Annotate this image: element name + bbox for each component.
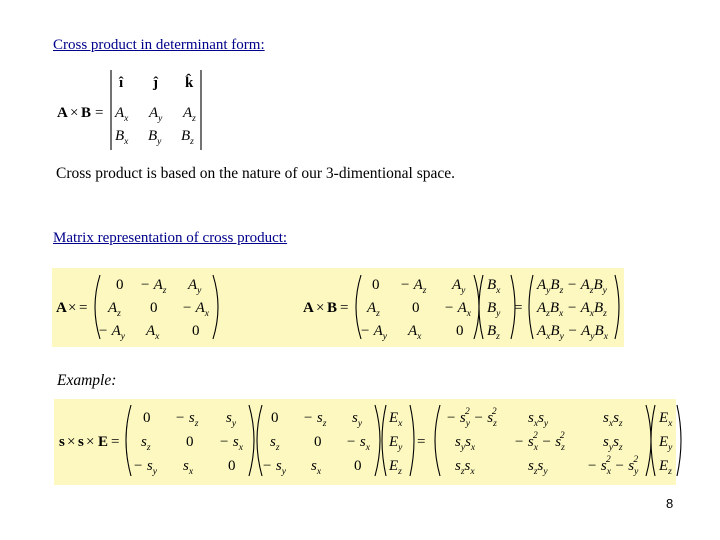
svg-text:Az: $A_z$ [367, 300, 380, 319]
svg-text:=: = [95, 105, 104, 121]
svg-text:− sx: − $s_x$ [219, 434, 243, 453]
svg-text:− sx: − $s_x$ [346, 434, 370, 453]
svg-text:×: × [86, 434, 95, 450]
svg-text:− sy: − $s_y$ [262, 458, 286, 477]
svg-text:Ex: $E_x$ [389, 410, 403, 429]
svg-text:Ax: $A_x$ [408, 323, 422, 342]
svg-text:B: B [327, 300, 338, 316]
matrix-heading: Matrix representation of cross product: [53, 230, 288, 246]
svg-text:Ay: $A_y$ [149, 105, 163, 124]
svg-text:sxsy: $s_xs_y$ [528, 410, 549, 429]
svg-text:sysz: $s_ys_z$ [603, 434, 623, 453]
example-label: Example: [57, 372, 117, 389]
svg-text:0: 0 [354, 458, 362, 474]
svg-text:Ez: $E_z$ [659, 458, 672, 477]
svg-text:0: 0 [150, 300, 158, 316]
svg-text:0: 0 [192, 323, 200, 339]
svg-text:Ex: $E_x$ [659, 410, 673, 429]
svg-text:− sz: − $s_z$ [175, 410, 199, 429]
svg-text:Ey: $E_y$ [659, 434, 673, 453]
svg-text:− Az: − $A_z$ [400, 277, 427, 296]
svg-text:B: B [81, 105, 92, 121]
svg-text:sxsz: $s_xs_z$ [603, 410, 623, 429]
svg-text:0: 0 [372, 277, 380, 293]
svg-text:sx: $s_x$ [311, 458, 322, 477]
svg-text:szsx: $s_zs_x$ [455, 458, 475, 477]
svg-text:sysx: $s_ys_x$ [455, 434, 476, 453]
svg-text:− sx2 − sy2: − $s_x2 - s_y2$ [587, 455, 639, 477]
svg-text:Bx: $B_x$ [115, 128, 129, 147]
svg-text:− sx2 − sz2: − $s_x2 - s_z2$ [514, 431, 565, 453]
svg-text:By: $B_y$ [148, 128, 162, 147]
svg-text:=: = [111, 434, 120, 450]
svg-text:− Ax: − $A_x$ [182, 300, 209, 319]
cross-product-description: Cross product is based on the nature of our 3-dimentional space. [56, 165, 456, 182]
svg-text:− sz: − $s_z$ [303, 410, 327, 429]
svg-text:=: = [417, 434, 426, 450]
svg-text:0: 0 [228, 458, 236, 474]
svg-text:Ax: $A_x$ [146, 323, 160, 342]
svg-text:Ay: $A_y$ [452, 277, 466, 296]
svg-text:×: × [68, 300, 77, 316]
svg-text:×: × [67, 434, 76, 450]
svg-text:AzBx − AxBz: $A_zB_x - A_xB_z$ [537, 300, 607, 319]
svg-text:×: × [70, 105, 79, 121]
svg-text:− Ay: − $A_y$ [98, 323, 125, 342]
svg-text:k̂: k̂ [185, 75, 194, 91]
svg-text:Az: $A_z$ [183, 105, 196, 124]
svg-text:î: î [119, 75, 124, 91]
svg-text:s: s [59, 434, 65, 450]
svg-text:A: A [57, 105, 68, 121]
svg-text:=: = [79, 300, 88, 316]
svg-text:− Ay: − $A_y$ [360, 323, 387, 342]
svg-text:A: A [303, 300, 314, 316]
svg-text:szsy: $s_zs_y$ [528, 458, 548, 477]
svg-text:− Ax: − $A_x$ [444, 300, 471, 319]
svg-text:Ax: $A_x$ [115, 105, 129, 124]
svg-text:− sy: − $s_y$ [133, 458, 157, 477]
svg-text:Bz: $B_z$ [181, 128, 194, 147]
svg-text:A: A [56, 300, 67, 316]
svg-text:ĵ: ĵ [153, 75, 158, 91]
svg-text:Bz: $B_z$ [487, 323, 500, 342]
svg-text:AyBz − AzBy: $A_yB_z - A_zB_y$ [537, 277, 607, 296]
svg-text:− Az: − $A_z$ [140, 277, 167, 296]
svg-text:=: = [514, 300, 523, 316]
svg-text:sz: $s_z$ [270, 434, 280, 453]
svg-text:×: × [316, 300, 325, 316]
svg-text:sz: $s_z$ [141, 434, 151, 453]
svg-text:s: s [78, 434, 84, 450]
svg-text:sy: $s_y$ [352, 410, 363, 429]
determinant-heading: Cross product in determinant form: [53, 37, 265, 53]
page-number: 8 [666, 496, 674, 511]
svg-text:Ez: $E_z$ [389, 458, 402, 477]
svg-text:sy: $s_y$ [226, 410, 237, 429]
svg-text:0: 0 [456, 323, 464, 339]
svg-text:− sy2 − sz2: − $s_y2 - s_z2$ [446, 407, 497, 429]
svg-text:Ay: $A_y$ [188, 277, 202, 296]
svg-text:=: = [340, 300, 349, 316]
svg-text:0: 0 [314, 434, 322, 450]
svg-text:0: 0 [143, 410, 151, 426]
svg-text:0: 0 [116, 277, 124, 293]
svg-text:Ey: $E_y$ [389, 434, 403, 453]
svg-text:By: $B_y$ [487, 300, 501, 319]
svg-text:0: 0 [186, 434, 194, 450]
svg-text:sx: $s_x$ [183, 458, 194, 477]
svg-text:0: 0 [412, 300, 420, 316]
svg-text:AxBy − AyBx: $A_xB_y - A_yB_x$ [537, 323, 608, 342]
svg-text:Az: $A_z$ [108, 300, 121, 319]
svg-text:Bx: $B_x$ [487, 277, 501, 296]
svg-text:E: E [98, 434, 109, 450]
svg-text:0: 0 [271, 410, 279, 426]
